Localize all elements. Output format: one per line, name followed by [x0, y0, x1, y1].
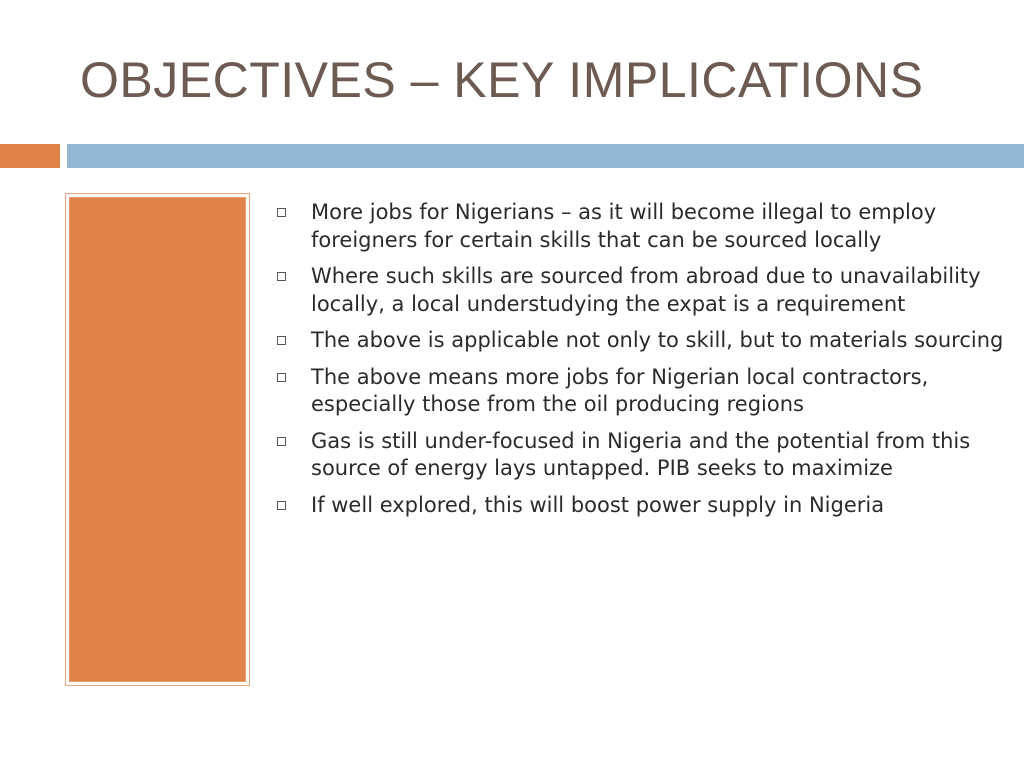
bullet-item: [270, 199, 1010, 254]
bullet-item: [270, 263, 1010, 318]
bullet-item: [270, 364, 1010, 419]
bullet-item: [270, 428, 1010, 483]
bullet-square-icon: [277, 373, 286, 382]
bullet-text: Where such skills are sourced from abroad due to unavailability locally, a local understudying the expat is a requirement: [311, 264, 981, 316]
bullet-text: The above means more jobs for Nigerian local contractors, especially those from the oil producing regions: [311, 364, 929, 416]
bullet-square-icon: [277, 501, 286, 510]
bullet-item: [270, 492, 1010, 520]
bullet-list: [270, 199, 1010, 528]
slide-title: OBJECTIVES – KEY IMPLICATIONS: [80, 52, 924, 108]
bullet-square-icon: [277, 272, 286, 281]
bullet-square-icon: [277, 208, 286, 217]
bullet-square-icon: [277, 437, 286, 446]
accent-bar-orange: [0, 144, 60, 168]
bullet-text: Gas is still under-focused in Nigeria and the potential from this source of energy lays untapped. PIB seeks to maximize: [311, 428, 971, 480]
bullet-item: [270, 327, 1010, 355]
bullet-text: If well explored, this will boost power supply in Nigeria: [311, 492, 885, 517]
decorative-side-panel-fill: [69, 197, 246, 682]
bullet-text: The above is applicable not only to skill, but to materials sourcing: [311, 328, 1004, 352]
accent-bar-blue: [67, 144, 1024, 168]
decorative-side-panel: [65, 193, 250, 686]
bullet-text: More jobs for Nigerians – as it will become illegal to employ foreigners for certain skills that can be sourced locally: [311, 200, 937, 252]
bullet-square-icon: [277, 336, 286, 345]
